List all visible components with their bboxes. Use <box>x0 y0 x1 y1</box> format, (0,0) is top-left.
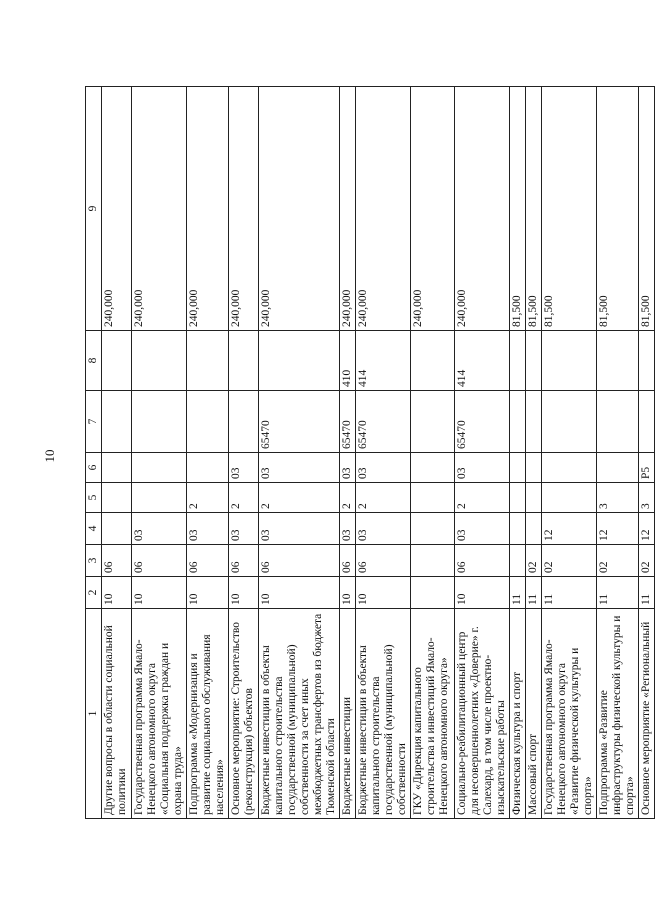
page-number: 10 <box>42 449 57 463</box>
table-cell: 11 <box>526 577 542 609</box>
table-cell <box>102 453 132 483</box>
table-row <box>187 87 229 819</box>
table-cell: 10 <box>455 577 510 609</box>
table-row <box>356 87 411 819</box>
table-cell: 06 <box>102 545 132 577</box>
table-cell: 410 <box>340 331 356 391</box>
table-cell: 02 <box>526 545 542 577</box>
table-cell <box>229 331 259 391</box>
table-cell: 2 <box>455 483 510 513</box>
column-header: 6 <box>86 453 102 483</box>
table-cell: 65470 <box>455 391 510 453</box>
table-cell: 03 <box>187 513 229 545</box>
table-cell <box>102 483 132 513</box>
table-cell: 11 <box>639 577 655 609</box>
table-cell <box>510 513 526 545</box>
table-cell: 06 <box>187 545 229 577</box>
table-cell <box>510 453 526 483</box>
table-cell <box>510 391 526 453</box>
table-cell: 06 <box>340 545 356 577</box>
table-cell: P5 <box>639 453 655 483</box>
table-cell: Основное мероприятие «Региональный <box>639 609 655 819</box>
table-cell <box>411 483 455 513</box>
table-row <box>411 87 455 819</box>
column-header: 4 <box>86 513 102 545</box>
table-cell: 03 <box>132 513 187 545</box>
table-cell: 11 <box>510 577 526 609</box>
table-cell: 240,000 <box>455 87 510 331</box>
table-cell: Государственная программа Ямало-Ненецкого автономного округа «Развитие физической культуры и спорта» <box>542 609 597 819</box>
table-cell: 06 <box>356 545 411 577</box>
table-cell <box>510 545 526 577</box>
table-row <box>639 87 655 819</box>
table-cell <box>187 391 229 453</box>
table-cell <box>132 331 187 391</box>
table-cell <box>542 331 597 391</box>
budget-table <box>85 86 655 819</box>
table-cell: 65470 <box>340 391 356 453</box>
table-cell: 240,000 <box>356 87 411 331</box>
table-cell <box>597 391 639 453</box>
table-cell: Массовый спорт <box>526 609 542 819</box>
table-cell: 03 <box>340 513 356 545</box>
column-header: 5 <box>86 483 102 513</box>
table-cell: 06 <box>229 545 259 577</box>
table-row <box>597 87 639 819</box>
table-row <box>340 87 356 819</box>
table-cell: 240,000 <box>132 87 187 331</box>
table-cell <box>102 331 132 391</box>
table-cell: 81,500 <box>526 87 542 331</box>
table-cell: 02 <box>597 545 639 577</box>
table-cell: Социально-реабилитационный центр для несовершеннолетних «Доверие» г. Салехард, в том числе проектно-изыскательские работы <box>455 609 510 819</box>
table-cell <box>229 391 259 453</box>
table-cell: 81,500 <box>510 87 526 331</box>
table-cell: 3 <box>639 483 655 513</box>
table-cell: 240,000 <box>340 87 356 331</box>
table-cell: 12 <box>542 513 597 545</box>
table-cell: 02 <box>639 545 655 577</box>
column-header: 1 <box>86 609 102 819</box>
rotated-table-container <box>85 87 652 819</box>
table-cell <box>102 513 132 545</box>
table-cell: 2 <box>356 483 411 513</box>
table-cell: 12 <box>597 513 639 545</box>
table-cell: Бюджетные инвестиции в объекты капитального строительства государственной (муниципальной) собственности за счет иных межбюджетных трансфертов из бюджета Тюменской области <box>259 609 340 819</box>
column-header: 2 <box>86 577 102 609</box>
table-cell: 03 <box>455 513 510 545</box>
table-cell <box>526 331 542 391</box>
table-cell: 81,500 <box>597 87 639 331</box>
table-cell <box>411 453 455 483</box>
table-cell <box>639 391 655 453</box>
table-cell: 240,000 <box>411 87 455 331</box>
table-cell <box>597 453 639 483</box>
table-cell <box>526 483 542 513</box>
table-cell <box>639 331 655 391</box>
table-cell: 03 <box>259 453 340 483</box>
table-cell: Подпрограмма «Модернизация и развитие социального обслуживания населения» <box>187 609 229 819</box>
table-cell: 06 <box>132 545 187 577</box>
column-header: 9 <box>86 87 102 331</box>
table-cell: Другие вопросы в области социальной политики <box>102 609 132 819</box>
table-cell: Бюджетные инвестиции в объекты капитального строительства государственной (муниципальной) собственности <box>356 609 411 819</box>
table-cell: Физическая культура и спорт <box>510 609 526 819</box>
table-cell: 03 <box>356 513 411 545</box>
table-row <box>526 87 542 819</box>
table-cell: 65470 <box>356 391 411 453</box>
column-header: 7 <box>86 391 102 453</box>
table-cell <box>597 331 639 391</box>
column-header: 3 <box>86 545 102 577</box>
table-row <box>132 87 187 819</box>
table-cell <box>132 483 187 513</box>
table-row <box>542 87 597 819</box>
table-cell: 2 <box>187 483 229 513</box>
table-cell: 03 <box>340 453 356 483</box>
table-cell: 12 <box>639 513 655 545</box>
table-cell: 2 <box>259 483 340 513</box>
table-cell: 03 <box>455 453 510 483</box>
table-cell: 06 <box>455 545 510 577</box>
table-cell: 2 <box>340 483 356 513</box>
table-cell: 240,000 <box>259 87 340 331</box>
table-cell: 06 <box>259 545 340 577</box>
table-cell: 414 <box>455 331 510 391</box>
table-row <box>455 87 510 819</box>
table-cell: Подпрограмма «Развитие инфраструктуры физической культуры и спорта» <box>597 609 639 819</box>
table-cell <box>411 577 455 609</box>
table-cell <box>132 391 187 453</box>
table-cell <box>411 331 455 391</box>
table-cell <box>542 453 597 483</box>
table-cell: ГКУ «Дирекция капитального строительства и инвестиций Ямало-Ненецкого автономного округа» <box>411 609 455 819</box>
table-cell <box>526 513 542 545</box>
table-cell <box>510 483 526 513</box>
table-cell: 03 <box>229 513 259 545</box>
table-cell: 10 <box>340 577 356 609</box>
table-cell: 10 <box>229 577 259 609</box>
table-cell: 240,000 <box>229 87 259 331</box>
column-header: 8 <box>86 331 102 391</box>
table-cell <box>411 545 455 577</box>
table-cell <box>542 391 597 453</box>
table-cell <box>542 483 597 513</box>
table-cell: 11 <box>542 577 597 609</box>
table-row <box>229 87 259 819</box>
table-cell: 240,000 <box>102 87 132 331</box>
table-cell: 65470 <box>259 391 340 453</box>
table-row <box>102 87 132 819</box>
table-cell <box>102 391 132 453</box>
table-cell: 03 <box>356 453 411 483</box>
table-cell: 10 <box>132 577 187 609</box>
table-cell <box>259 331 340 391</box>
table-cell: 3 <box>597 483 639 513</box>
table-cell: 10 <box>102 577 132 609</box>
table-cell: Государственная программа Ямало-Ненецкого автономного округа «Социальная поддержка граждан и охрана труда» <box>132 609 187 819</box>
table-cell: 81,500 <box>639 87 655 331</box>
table-header-row <box>86 87 102 819</box>
table-cell: Основное мероприятие: Строительство (реконструкция) объектов <box>229 609 259 819</box>
table-cell <box>187 453 229 483</box>
table-cell: 10 <box>187 577 229 609</box>
table-cell <box>132 453 187 483</box>
table-row <box>259 87 340 819</box>
table-cell: 02 <box>542 545 597 577</box>
table-cell: 414 <box>356 331 411 391</box>
table-cell: 03 <box>229 453 259 483</box>
table-cell <box>187 331 229 391</box>
table-cell <box>411 513 455 545</box>
table-cell: 240,000 <box>187 87 229 331</box>
table-cell <box>526 391 542 453</box>
table-cell: Бюджетные инвестиции <box>340 609 356 819</box>
table-row <box>510 87 526 819</box>
table-cell: 11 <box>597 577 639 609</box>
table-cell: 03 <box>259 513 340 545</box>
table-cell <box>510 331 526 391</box>
table-cell: 81,500 <box>542 87 597 331</box>
table-cell <box>411 391 455 453</box>
table-cell <box>526 453 542 483</box>
table-cell: 10 <box>259 577 340 609</box>
table-cell: 10 <box>356 577 411 609</box>
table-cell: 2 <box>229 483 259 513</box>
